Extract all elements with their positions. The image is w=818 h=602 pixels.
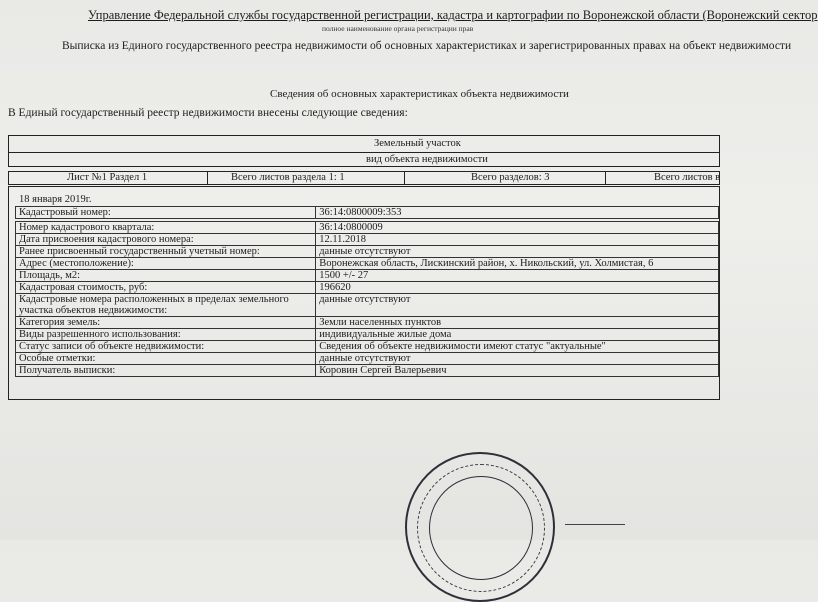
row-label: Виды разрешенного использования: <box>16 329 316 341</box>
table-row <box>16 317 719 329</box>
row-value: 196620 <box>316 282 719 294</box>
characteristics-table <box>15 206 719 377</box>
agency-name: Управление Федеральной службы государственной регистрации, кадастра и картографии по Воронежской области (Воронежский сектор <box>88 8 818 22</box>
object-type-box <box>8 135 720 167</box>
row-label: Номер кадастрового квартала: <box>16 222 316 234</box>
total-section-sheets: Всего листов раздела 1: 1 <box>231 172 345 183</box>
row-label: Дата присвоения кадастрового номера: <box>16 234 316 246</box>
agency-caption: полное наименование органа регистрации прав <box>322 24 474 33</box>
table-row <box>16 365 719 377</box>
row-label: Кадастровая стоимость, руб: <box>16 282 316 294</box>
row-label: Получатель выписки: <box>16 365 316 377</box>
row-label: Площадь, м2: <box>16 270 316 282</box>
row-value: Коровин Сергей Валерьевич <box>316 365 719 377</box>
row-value: Сведения об объекте недвижимости имеют статус "актуальные" <box>316 341 719 353</box>
row-value: данные отсутствуют <box>316 353 719 365</box>
extract-title: Выписка из Единого государственного реестра недвижимости об основных характеристиках и зарегистрированных правах на объект недвижимости <box>62 40 792 52</box>
table-row <box>16 341 719 353</box>
table-row <box>16 246 719 258</box>
row-label <box>16 294 316 317</box>
signature-mark <box>565 524 625 541</box>
row-value: Земли населенных пунктов <box>316 317 719 329</box>
table-row <box>16 222 719 234</box>
official-seal-stamp <box>405 452 555 602</box>
main-info-box <box>8 186 720 400</box>
row-value: Воронежская область, Лискинский район, х. Никольский, ул. Холмистая, 6 <box>316 258 719 270</box>
sheet-info-row <box>8 171 720 185</box>
extract-date: 18 января 2019г. <box>19 194 92 205</box>
table-row <box>16 258 719 270</box>
row-value: 36:14:0800009 <box>316 222 719 234</box>
row-label: Кадастровый номер: <box>16 207 316 219</box>
row-label: Статус записи об объекте недвижимости: <box>16 341 316 353</box>
total-sheets: Всего листов в <box>654 172 721 183</box>
row-label: Ранее присвоенный государственный учетный номер: <box>16 246 316 258</box>
section-subtitle: Сведения об основных характеристиках объекта недвижимости <box>270 88 569 100</box>
row-value: 12.11.2018 <box>316 234 719 246</box>
table-row <box>16 207 719 219</box>
intro-text: В Единый государственный реестр недвижимости внесены следующие сведения: <box>8 107 408 119</box>
row-value: 36:14:0800009:353 <box>316 207 719 219</box>
divider <box>9 152 719 153</box>
divider <box>207 172 208 185</box>
row-value: данные отсутствуют <box>316 294 719 317</box>
object-type: Земельный участок <box>374 138 461 149</box>
row-label: Категория земель: <box>16 317 316 329</box>
row-value: 1500 +/- 27 <box>316 270 719 282</box>
table-row <box>16 294 719 317</box>
object-type-caption: вид объекта недвижимости <box>366 154 488 165</box>
divider <box>404 172 405 185</box>
divider <box>605 172 606 185</box>
row-label: Особые отметки: <box>16 353 316 365</box>
seal-inner-ring <box>429 476 533 580</box>
row-value: данные отсутствуют <box>316 246 719 258</box>
table-row <box>16 234 719 246</box>
table-row <box>16 353 719 365</box>
row-label-line1: Кадастровые номера расположенных в пределах земельного <box>19 294 289 305</box>
row-label: Адрес (местоположение): <box>16 258 316 270</box>
table-row <box>16 329 719 341</box>
total-sections: Всего разделов: 3 <box>471 172 550 183</box>
table-row <box>16 270 719 282</box>
sheet-section: Лист №1 Раздел 1 <box>67 172 148 183</box>
row-value: индивидуальные жилые дома <box>316 329 719 341</box>
row-label-line2: участка объектов недвижимости: <box>19 305 168 316</box>
table-row <box>16 282 719 294</box>
